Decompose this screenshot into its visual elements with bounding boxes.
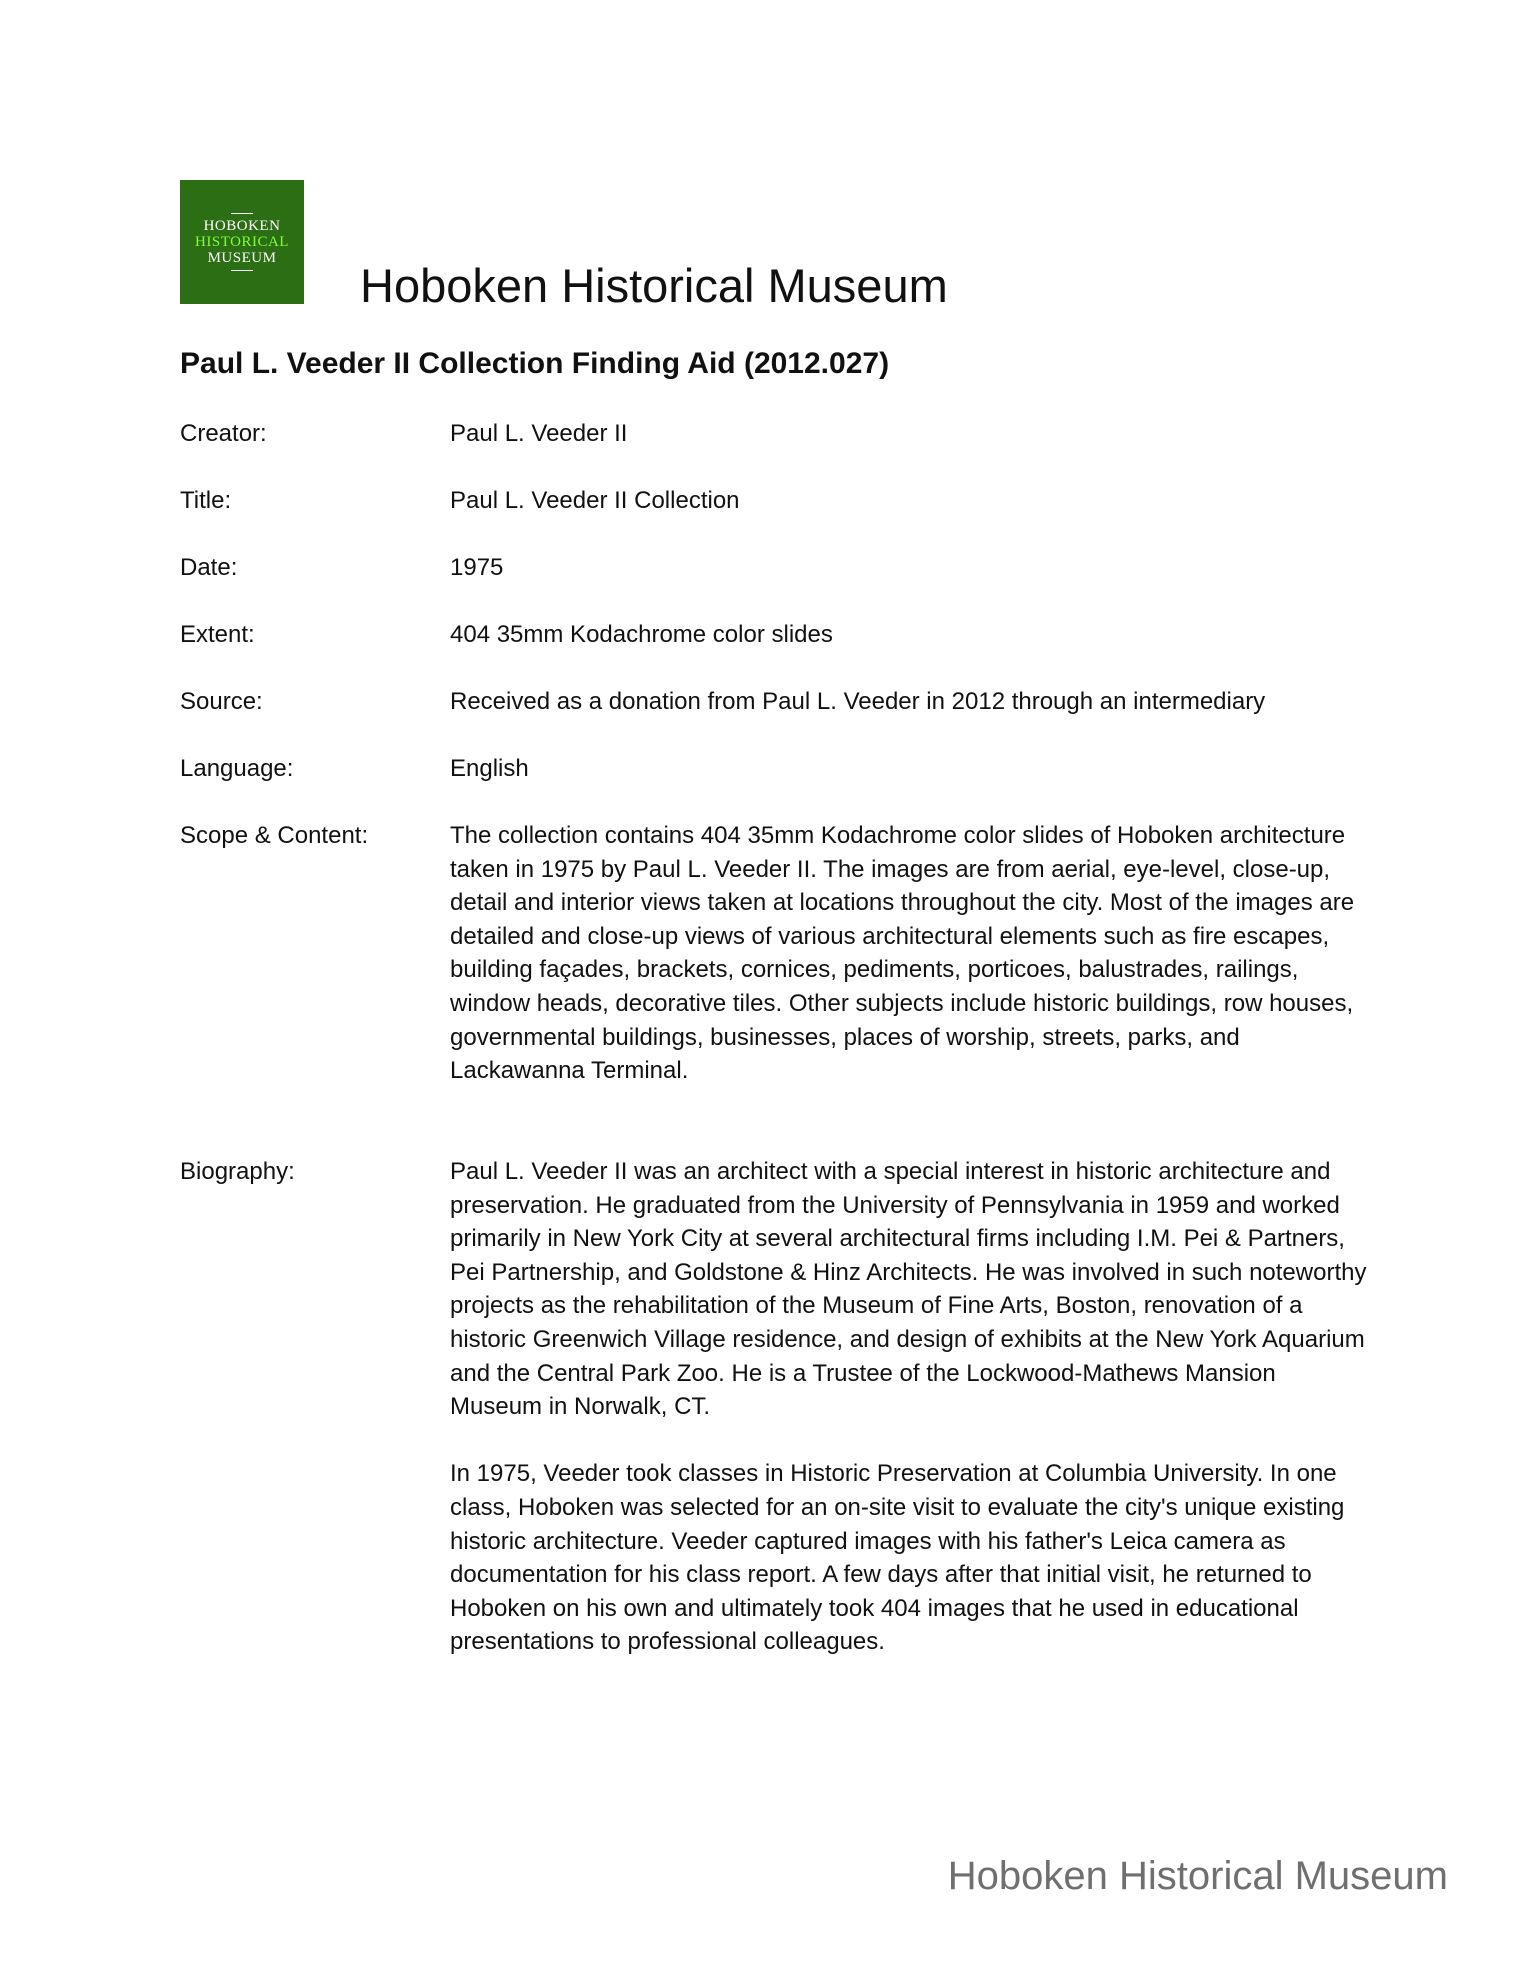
field-value: English (450, 755, 529, 782)
logo-line-3: MUSEUM (207, 250, 277, 266)
footer-watermark: Hoboken Historical Museum (947, 1854, 1448, 1898)
field-date (180, 551, 1370, 585)
field-creator (180, 417, 1370, 451)
field-label: Title: (180, 487, 232, 514)
field-label: Extent: (180, 621, 255, 648)
field-language (180, 752, 1370, 786)
logo-line-2: HISTORICAL (195, 234, 289, 250)
field-value: 404 35mm Kodachrome color slides (450, 621, 833, 648)
logo-rule-bottom (231, 270, 253, 271)
field-value (450, 819, 1370, 1088)
field-source (180, 685, 1370, 719)
logo-line-1: HOBOKEN (203, 218, 281, 234)
field-value: Paul L. Veeder II (450, 420, 628, 447)
museum-name-heading: Hoboken Historical Museum (360, 259, 948, 312)
field-label: Source: (180, 688, 263, 715)
biography-paragraph-1: Paul L. Veeder II was an architect with a special interest in historic architecture and preservation. He graduated from the University of Pennsylvania in 1959 and worked primarily in New York City at several architectural firms including I.M. Pei & Partners, Pei Partnership, and Goldstone & Hinz Architects. He was involved in such noteworthy projects as the rehabilitation of the Museum of Fine Arts, Boston, renovation of a historic Greenwich Village residence, and design of exhibits at the New York Aquarium and the Central Park Zoo. He is a Trustee of the Lockwood-Mathews Mansion Museum in Norwalk, CT. (450, 1158, 1367, 1421)
field-title (180, 484, 1370, 518)
field-label: Scope & Content: (180, 822, 369, 849)
field-value (450, 1155, 1370, 1659)
scope-paragraph: The collection contains 404 35mm Kodachrome color slides of Hoboken architecture taken in 1975 by Paul L. Veeder II. The images are from aerial, eye-level, close-up, detail and interior views taken at locations throughout the city. Most of the images are detailed and close-up views of various architectural elements such as fire escapes, building façades, brackets, cornices, pediments, porticoes, balustrades, railings, window heads, decorative tiles. Other subjects include historic buildings, row houses, governmental buildings, businesses, places of worship, streets, parks, and Lackawanna Terminal. (450, 822, 1355, 1085)
field-value: Received as a donation from Paul L. Veeder in 2012 through an intermediary (450, 688, 1266, 715)
biography-paragraph-2: In 1975, Veeder took classes in Historic Preservation at Columbia University. In one class, Hoboken was selected for an on-site visit to evaluate the city's unique existing historic architecture. Veeder captured images with his father's Leica camera as documentation for his class report. A few days after that initial visit, he returned to Hoboken on his own and ultimately took 404 images that he used in educational presentations to professional colleagues. (450, 1460, 1345, 1656)
field-extent (180, 618, 1370, 652)
field-label: Biography: (180, 1158, 295, 1185)
museum-logo (180, 180, 304, 304)
field-label: Date: (180, 554, 238, 581)
field-biography (180, 1155, 1370, 1659)
field-label: Creator: (180, 420, 267, 447)
field-label: Language: (180, 755, 294, 782)
document-title: Paul L. Veeder II Collection Finding Aid (2012.027) (180, 347, 890, 380)
logo-rule-top (231, 213, 253, 214)
field-value: Paul L. Veeder II Collection (450, 487, 740, 514)
field-scope-content (180, 819, 1370, 1088)
field-value: 1975 (450, 554, 504, 581)
